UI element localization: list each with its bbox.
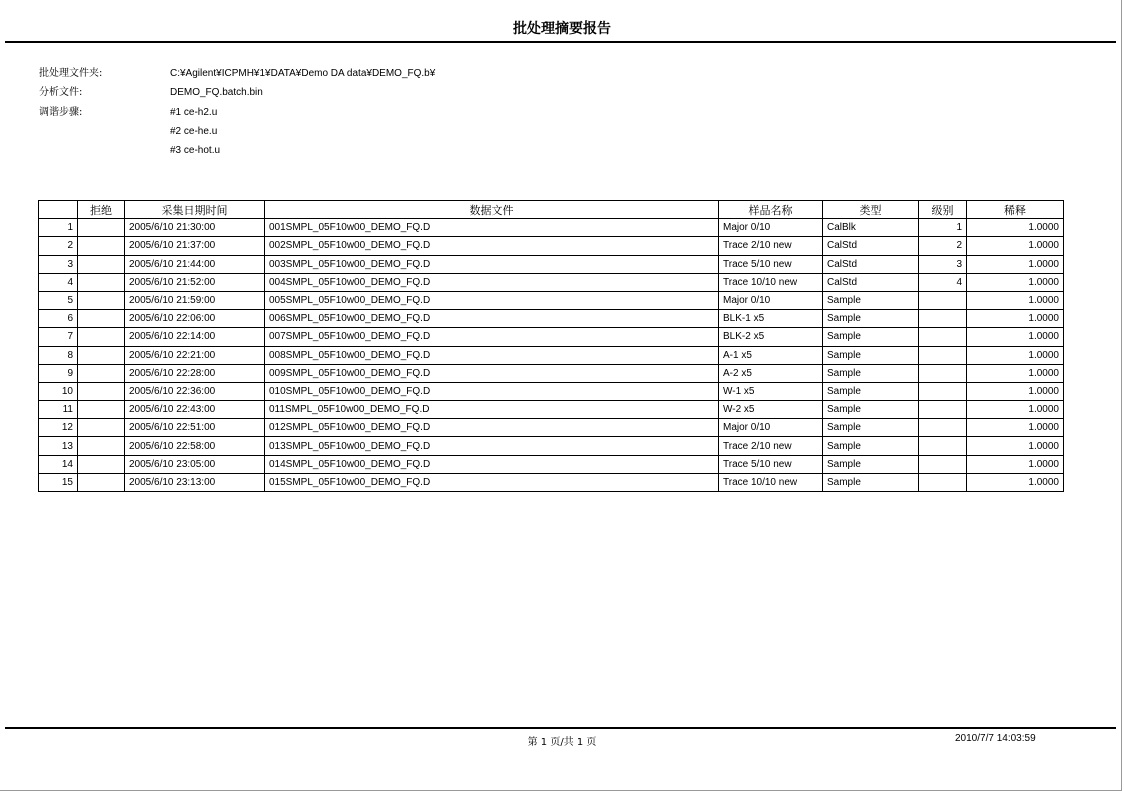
- data-file-cell: 010SMPL_05F10w00_DEMO_FQ.D: [265, 382, 719, 400]
- type-cell: Sample: [823, 401, 919, 419]
- dilution-cell: 1.0000: [967, 310, 1064, 328]
- table-row: [39, 310, 1064, 328]
- level-cell: [919, 328, 967, 346]
- row-index: 9: [39, 364, 78, 382]
- sample-name-cell: A-1 x5: [719, 346, 823, 364]
- type-cell: Sample: [823, 346, 919, 364]
- reject-cell: [78, 455, 125, 473]
- reject-cell: [78, 255, 125, 273]
- data-file-cell: 013SMPL_05F10w00_DEMO_FQ.D: [265, 437, 719, 455]
- acq-datetime-cell: 2005/6/10 22:21:00: [125, 346, 265, 364]
- acq-datetime-cell: 2005/6/10 21:52:00: [125, 273, 265, 291]
- sample-name-cell: Trace 10/10 new: [719, 273, 823, 291]
- row-index: 12: [39, 419, 78, 437]
- type-cell: Sample: [823, 437, 919, 455]
- type-cell: CalStd: [823, 237, 919, 255]
- type-cell: Sample: [823, 455, 919, 473]
- header-rule: [5, 41, 1116, 43]
- dilution-cell: 1.0000: [967, 328, 1064, 346]
- level-cell: 4: [919, 273, 967, 291]
- dilution-cell: 1.0000: [967, 346, 1064, 364]
- row-index: 8: [39, 346, 78, 364]
- sample-name-cell: Major 0/10: [719, 419, 823, 437]
- col-type-header: 类型: [823, 201, 919, 219]
- table-row: [39, 255, 1064, 273]
- level-cell: 2: [919, 237, 967, 255]
- data-file-cell: 005SMPL_05F10w00_DEMO_FQ.D: [265, 291, 719, 309]
- sample-name-cell: Major 0/10: [719, 219, 823, 237]
- reject-cell: [78, 273, 125, 291]
- row-index: 3: [39, 255, 78, 273]
- type-cell: CalStd: [823, 273, 919, 291]
- acq-datetime-cell: 2005/6/10 22:51:00: [125, 419, 265, 437]
- level-cell: [919, 401, 967, 419]
- acq-datetime-cell: 2005/6/10 21:59:00: [125, 291, 265, 309]
- acq-datetime-cell: 2005/6/10 21:44:00: [125, 255, 265, 273]
- type-cell: Sample: [823, 364, 919, 382]
- data-file-cell: 001SMPL_05F10w00_DEMO_FQ.D: [265, 219, 719, 237]
- dilution-cell: 1.0000: [967, 255, 1064, 273]
- reject-cell: [78, 346, 125, 364]
- table-row: [39, 473, 1064, 491]
- dilution-cell: 1.0000: [967, 364, 1064, 382]
- type-cell: CalStd: [823, 255, 919, 273]
- row-index: 5: [39, 291, 78, 309]
- row-index: 7: [39, 328, 78, 346]
- data-file-cell: 015SMPL_05F10w00_DEMO_FQ.D: [265, 473, 719, 491]
- data-file-cell: 007SMPL_05F10w00_DEMO_FQ.D: [265, 328, 719, 346]
- dilution-cell: 1.0000: [967, 473, 1064, 491]
- sample-name-cell: Trace 2/10 new: [719, 437, 823, 455]
- table-header-row: [39, 201, 1064, 219]
- data-file-cell: 003SMPL_05F10w00_DEMO_FQ.D: [265, 255, 719, 273]
- col-index-header: [39, 201, 78, 219]
- row-index: 6: [39, 310, 78, 328]
- acq-datetime-cell: 2005/6/10 22:06:00: [125, 310, 265, 328]
- acq-datetime-cell: 2005/6/10 22:28:00: [125, 364, 265, 382]
- data-file-cell: 006SMPL_05F10w00_DEMO_FQ.D: [265, 310, 719, 328]
- sample-name-cell: W-1 x5: [719, 382, 823, 400]
- dilution-cell: 1.0000: [967, 291, 1064, 309]
- sample-name-cell: Trace 5/10 new: [719, 455, 823, 473]
- type-cell: CalBlk: [823, 219, 919, 237]
- tune-steps-label: 调谐步骤:: [39, 106, 83, 118]
- sample-name-cell: Trace 2/10 new: [719, 237, 823, 255]
- level-cell: [919, 455, 967, 473]
- batch-folder-label: 批处理文件夹:: [39, 68, 103, 79]
- reject-cell: [78, 291, 125, 309]
- acq-datetime-cell: 2005/6/10 21:30:00: [125, 219, 265, 237]
- table-row: [39, 219, 1064, 237]
- data-file-cell: 012SMPL_05F10w00_DEMO_FQ.D: [265, 419, 719, 437]
- reject-cell: [78, 364, 125, 382]
- table-row: [39, 237, 1064, 255]
- row-index: 4: [39, 273, 78, 291]
- footer-rule: [5, 727, 1116, 729]
- sample-name-cell: Trace 10/10 new: [719, 473, 823, 491]
- col-acq-datetime-header: 采集日期时间: [125, 201, 265, 219]
- reject-cell: [78, 437, 125, 455]
- acq-datetime-cell: 2005/6/10 23:13:00: [125, 473, 265, 491]
- sample-name-cell: A-2 x5: [719, 364, 823, 382]
- sample-name-cell: BLK-2 x5: [719, 328, 823, 346]
- tune-step: #3 ce-hot.u: [170, 145, 221, 157]
- table-row: [39, 455, 1064, 473]
- data-file-cell: 009SMPL_05F10w00_DEMO_FQ.D: [265, 364, 719, 382]
- reject-cell: [78, 237, 125, 255]
- col-level-header: 级别: [919, 201, 967, 219]
- analysis-file-value: DEMO_FQ.batch.bin: [170, 87, 263, 99]
- sample-name-cell: W-2 x5: [719, 401, 823, 419]
- reject-cell: [78, 328, 125, 346]
- tune-step: #1 ce-h2.u: [170, 106, 218, 118]
- sample-name-cell: BLK-1 x5: [719, 310, 823, 328]
- batch-table: [38, 200, 1064, 492]
- reject-cell: [78, 382, 125, 400]
- acq-datetime-cell: 2005/6/10 22:58:00: [125, 437, 265, 455]
- col-data-file-header: 数据文件: [265, 201, 719, 219]
- table-row: [39, 346, 1064, 364]
- row-index: 1: [39, 219, 78, 237]
- table-row: [39, 273, 1064, 291]
- level-cell: [919, 437, 967, 455]
- batch-folder-value: C:¥Agilent¥ICPMH¥1¥DATA¥Demo DA data¥DEMO_FQ.b¥: [170, 68, 436, 79]
- level-cell: [919, 473, 967, 491]
- sample-name-cell: Major 0/10: [719, 291, 823, 309]
- row-index: 2: [39, 237, 78, 255]
- data-file-cell: 011SMPL_05F10w00_DEMO_FQ.D: [265, 401, 719, 419]
- type-cell: Sample: [823, 328, 919, 346]
- dilution-cell: 1.0000: [967, 219, 1064, 237]
- table-row: [39, 437, 1064, 455]
- row-index: 14: [39, 455, 78, 473]
- col-reject-header: 拒绝: [78, 201, 125, 219]
- table-row: [39, 291, 1064, 309]
- level-cell: 1: [919, 219, 967, 237]
- table-row: [39, 419, 1064, 437]
- dilution-cell: 1.0000: [967, 419, 1064, 437]
- data-file-cell: 008SMPL_05F10w00_DEMO_FQ.D: [265, 346, 719, 364]
- page-number: 第 1 页/共 1 页: [527, 737, 597, 748]
- level-cell: [919, 382, 967, 400]
- tune-step: #2 ce-he.u: [170, 125, 218, 137]
- dilution-cell: 1.0000: [967, 382, 1064, 400]
- level-cell: [919, 346, 967, 364]
- acq-datetime-cell: 2005/6/10 22:36:00: [125, 382, 265, 400]
- dilution-cell: 1.0000: [967, 401, 1064, 419]
- dilution-cell: 1.0000: [967, 237, 1064, 255]
- reject-cell: [78, 401, 125, 419]
- table-row: [39, 382, 1064, 400]
- type-cell: Sample: [823, 291, 919, 309]
- report-title: 批处理摘要报告: [513, 21, 611, 37]
- row-index: 13: [39, 437, 78, 455]
- table-row: [39, 401, 1064, 419]
- print-timestamp: 2010/7/7 14:03:59: [955, 733, 1036, 744]
- dilution-cell: 1.0000: [967, 455, 1064, 473]
- row-index: 10: [39, 382, 78, 400]
- table-row: [39, 364, 1064, 382]
- analysis-file-label: 分析文件:: [39, 87, 83, 99]
- sample-name-cell: Trace 5/10 new: [719, 255, 823, 273]
- level-cell: [919, 310, 967, 328]
- row-index: 11: [39, 401, 78, 419]
- acq-datetime-cell: 2005/6/10 21:37:00: [125, 237, 265, 255]
- reject-cell: [78, 310, 125, 328]
- type-cell: Sample: [823, 419, 919, 437]
- type-cell: Sample: [823, 310, 919, 328]
- table-body: [39, 219, 1064, 492]
- type-cell: Sample: [823, 382, 919, 400]
- data-file-cell: 002SMPL_05F10w00_DEMO_FQ.D: [265, 237, 719, 255]
- type-cell: Sample: [823, 473, 919, 491]
- level-cell: 3: [919, 255, 967, 273]
- table-row: [39, 328, 1064, 346]
- acq-datetime-cell: 2005/6/10 23:05:00: [125, 455, 265, 473]
- col-dilution-header: 稀释: [967, 201, 1064, 219]
- dilution-cell: 1.0000: [967, 437, 1064, 455]
- row-index: 15: [39, 473, 78, 491]
- level-cell: [919, 419, 967, 437]
- reject-cell: [78, 219, 125, 237]
- level-cell: [919, 364, 967, 382]
- acq-datetime-cell: 2005/6/10 22:14:00: [125, 328, 265, 346]
- data-file-cell: 004SMPL_05F10w00_DEMO_FQ.D: [265, 273, 719, 291]
- data-file-cell: 014SMPL_05F10w00_DEMO_FQ.D: [265, 455, 719, 473]
- reject-cell: [78, 419, 125, 437]
- acq-datetime-cell: 2005/6/10 22:43:00: [125, 401, 265, 419]
- reject-cell: [78, 473, 125, 491]
- dilution-cell: 1.0000: [967, 273, 1064, 291]
- level-cell: [919, 291, 967, 309]
- col-sample-name-header: 样品名称: [719, 201, 823, 219]
